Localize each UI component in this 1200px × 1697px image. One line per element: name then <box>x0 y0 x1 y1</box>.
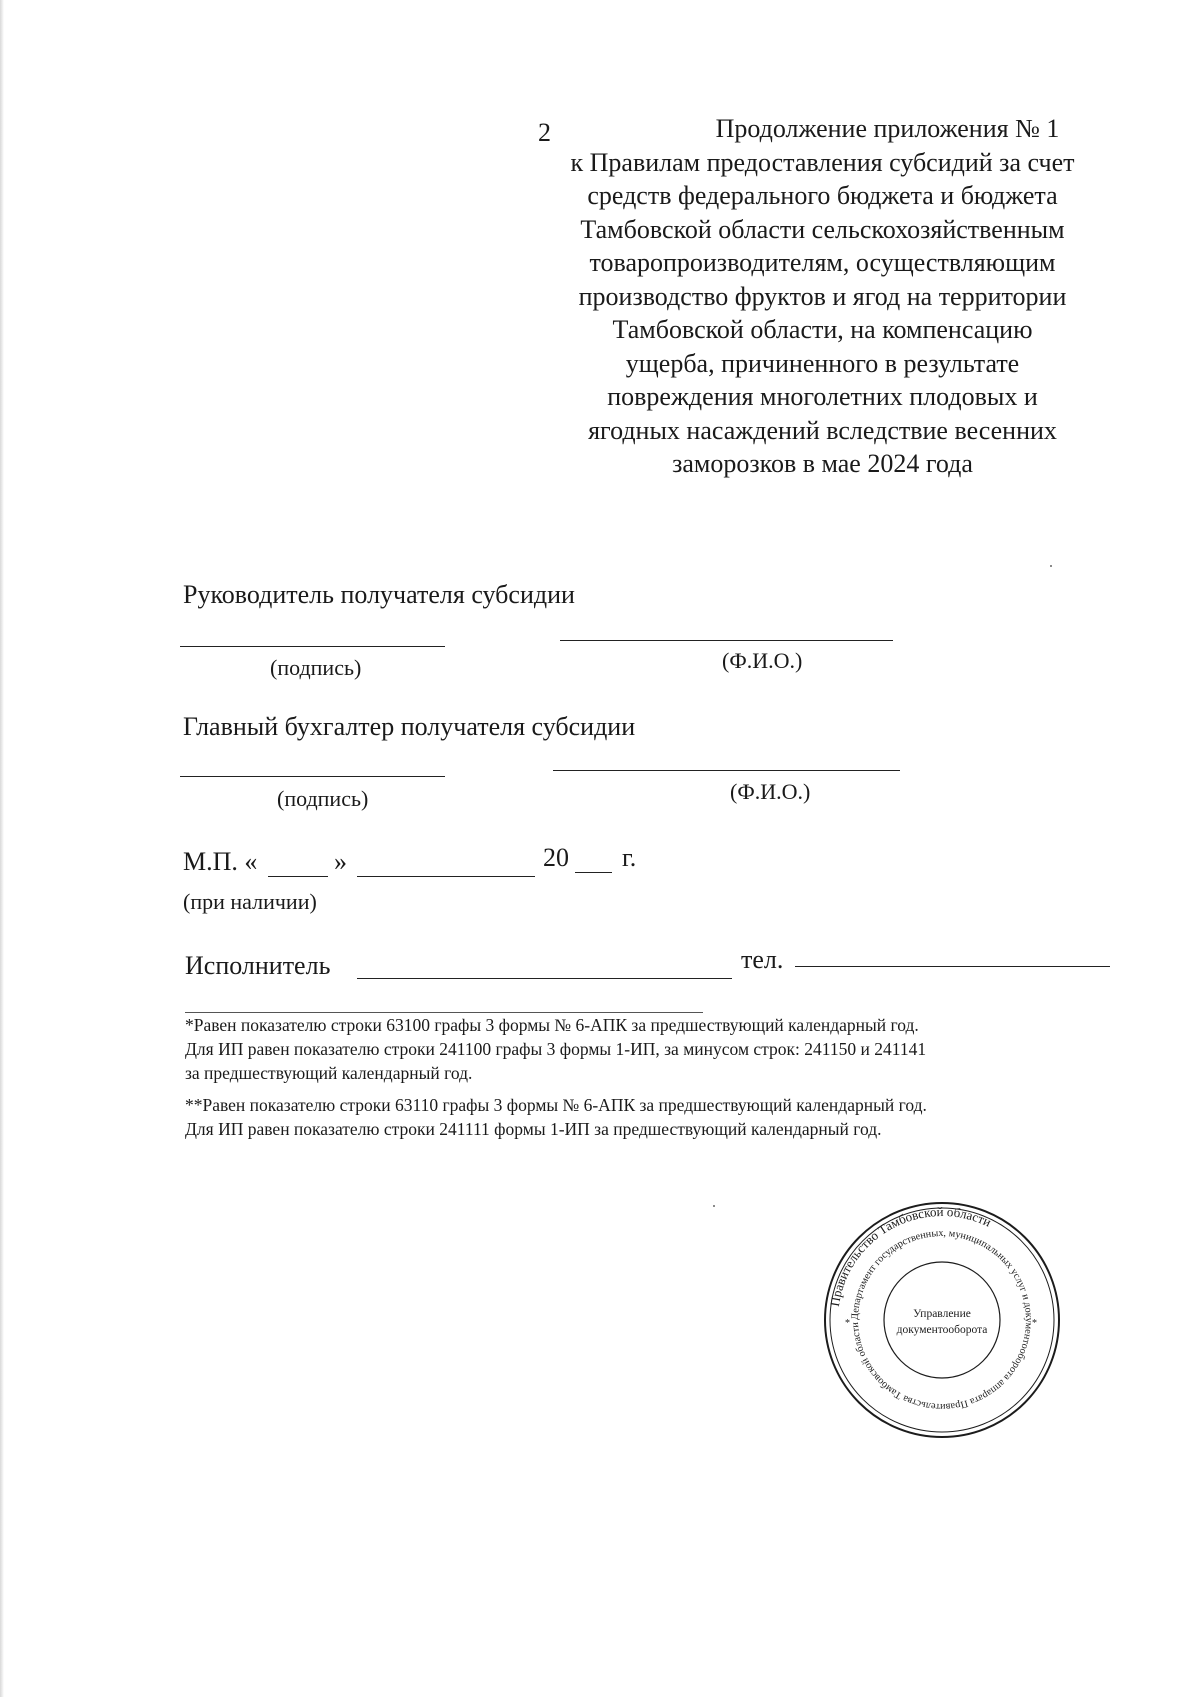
footnote-line: за предшествующий календарный год. <box>185 1063 473 1083</box>
appendix-header-line: заморозков в мае 2024 года <box>672 449 973 478</box>
month-blank-line <box>357 876 535 877</box>
page-number: 2 <box>538 118 551 147</box>
official-stamp <box>822 1200 1062 1440</box>
phone-line <box>795 966 1110 967</box>
head-title: Руководитель получателя субсидии <box>183 580 575 609</box>
stamp-star-right: * <box>1032 1318 1037 1329</box>
accountant-signature-caption: (подпись) <box>277 786 369 811</box>
stamp-star-left: * <box>845 1318 850 1329</box>
appendix-header-line: товаропроизводителям, осуществляющим <box>589 248 1056 277</box>
year-suffix: г. <box>622 843 637 872</box>
appendix-header <box>520 112 1125 481</box>
head-signature-line <box>180 646 445 647</box>
footnote-line: *Равен показателю строки 63100 графы 3 формы № 6-АПК за предшествующий календарный год. <box>185 1015 919 1035</box>
stamp-outer-text: Правительство Тамбовской области <box>826 1203 994 1308</box>
appendix-header-line: Продолжение приложения № 1 <box>715 114 1060 143</box>
seal-note: (при наличии) <box>183 889 317 914</box>
head-name-line <box>560 640 893 641</box>
head-signature-caption: (подпись) <box>270 655 362 680</box>
executor-label: Исполнитель <box>185 951 331 980</box>
accountant-name-caption: (Ф.И.О.) <box>730 779 811 804</box>
day-blank-line <box>268 876 328 877</box>
phone-label: тел. <box>741 945 784 974</box>
accountant-name-line <box>553 770 900 771</box>
appendix-header-line: Тамбовской области сельскохозяйственным <box>580 214 1065 244</box>
appendix-header-line: к Правилам предоставления субсидий за счет <box>570 147 1075 177</box>
appendix-header-line: Тамбовской области, на компенсацию <box>612 315 1033 344</box>
stamp-center-ring <box>884 1262 1000 1378</box>
stamp-middle-text: Департамент государственных, муниципальных услуг и документооборота аппарата Правительства Тамбовской области <box>849 1227 1035 1413</box>
accountant-signature-line <box>180 776 445 777</box>
stamp-center-line2: документооборота <box>896 1324 988 1336</box>
year-blank-line <box>575 872 612 873</box>
scan-speck <box>713 1205 715 1207</box>
footnotes <box>185 1013 1125 1149</box>
year-prefix: 20 <box>543 843 569 872</box>
footnote-first <box>185 1013 1125 1085</box>
appendix-header-line: повреждения многолетних плодовых и <box>607 382 1038 411</box>
footnote-line: **Равен показателю строки 63110 графы 3 формы № 6-АПК за предшествующий календарный год. <box>185 1095 927 1115</box>
footnote-second <box>185 1093 1125 1141</box>
appendix-header-line: ущерба, причиненного в результате <box>625 348 1020 378</box>
head-name-caption: (Ф.И.О.) <box>722 648 803 673</box>
scan-edge-shadow <box>0 0 4 1697</box>
seal-mp-label: М.П. « <box>183 847 258 876</box>
scan-speck <box>1050 565 1052 567</box>
appendix-header-line: средств федерального бюджета и бюджета <box>587 181 1058 210</box>
quote-close: » <box>334 847 347 876</box>
stamp-center-line1: Управление <box>913 1308 971 1320</box>
accountant-title: Главный бухгалтер получателя субсидии <box>183 712 636 741</box>
footnote-line: Для ИП равен показателю строки 241111 формы 1-ИП за предшествующий календарный год. <box>185 1119 882 1139</box>
footnote-line: Для ИП равен показателю строки 241100 графы 3 формы 1-ИП, за минусом строк: 241150 и 241141 <box>185 1039 927 1059</box>
executor-line <box>357 978 732 979</box>
appendix-header-line: производство фруктов и ягод на территории <box>578 281 1067 311</box>
appendix-header-line: ягодных насаждений вследствие весенних <box>588 415 1057 445</box>
